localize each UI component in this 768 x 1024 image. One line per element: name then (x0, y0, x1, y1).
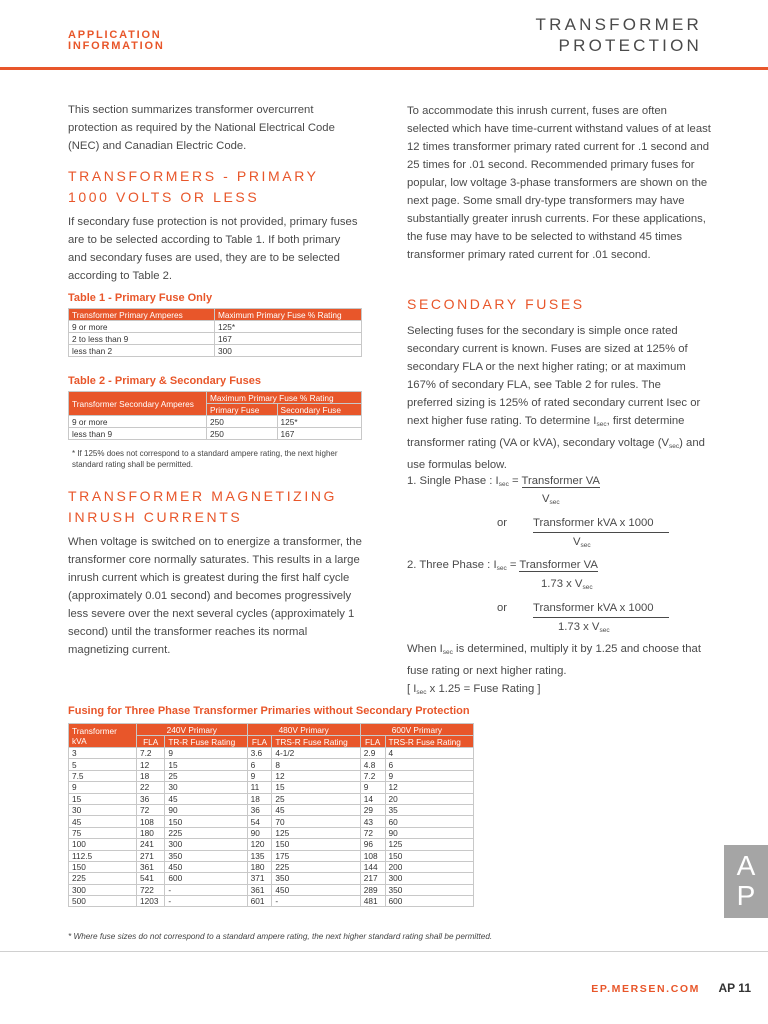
table-row (69, 428, 362, 440)
table-cell: - (165, 896, 247, 907)
primary-heading (68, 166, 319, 208)
page-number: AP 11 (718, 981, 751, 995)
table-cell: 18 (247, 793, 272, 804)
v-symbol: V (573, 536, 581, 548)
table-cell: less than 2 (69, 345, 215, 357)
table-cell: 45 (165, 793, 247, 804)
table-row (69, 759, 474, 770)
table-cell: 350 (385, 884, 473, 895)
table2-header-secondary-fuse: Secondary Fuse (277, 404, 361, 416)
formula-denominator (541, 575, 593, 597)
sub-sec: sec (580, 542, 591, 549)
table-cell: 150 (385, 850, 473, 861)
table1-title: Table 1 - Primary Fuse Only (68, 292, 213, 304)
when-paragraph (407, 640, 707, 702)
table-row (69, 850, 474, 861)
table-cell: 144 (360, 861, 385, 872)
table-cell: 8 (272, 759, 360, 770)
table-cell: 30 (165, 782, 247, 793)
table-row (69, 416, 362, 428)
table-cell: 541 (137, 873, 165, 884)
table2-footnote (72, 448, 338, 470)
table-cell: 96 (360, 839, 385, 850)
sub-sec: sec (416, 689, 427, 696)
table-cell: 25 (272, 793, 360, 804)
table-cell: 45 (272, 804, 360, 815)
sub-sec: sec (549, 499, 560, 506)
table-cell: 5 (69, 759, 137, 770)
table-row (69, 782, 474, 793)
header-transformer-kva: Transformer kVA (69, 724, 137, 748)
table-cell: 9 (385, 770, 473, 781)
table-cell: 300 (215, 345, 362, 357)
table-cell: 217 (360, 873, 385, 884)
magnetizing-heading-line1: TRANSFORMER MAGNETIZING (68, 488, 338, 504)
table-row (69, 839, 474, 850)
header-fuse-rating: TRS-R Fuse Rating (385, 736, 473, 748)
table-cell: less than 9 (69, 428, 207, 440)
table-cell: 500 (69, 896, 137, 907)
table-cell: 167 (277, 428, 361, 440)
table-cell: 6 (385, 759, 473, 770)
page-title (536, 14, 702, 56)
header-fla: FLA (247, 736, 272, 748)
tab-letter-p: P (736, 880, 756, 911)
when-text-a: When I (407, 643, 443, 655)
table-row (69, 804, 474, 815)
table-cell: 9 (165, 748, 247, 759)
table-cell: 350 (272, 873, 360, 884)
table-cell: 125* (215, 321, 362, 333)
table2-header-primary-fuse: Primary Fuse (207, 404, 278, 416)
table-cell: 125 (272, 827, 360, 838)
formula-numerator-kva: Transformer kVA x 1000 (533, 599, 669, 618)
table-cell: 250 (207, 428, 278, 440)
table-cell: 150 (69, 861, 137, 872)
section-label (68, 30, 165, 52)
table-cell: 60 (385, 816, 473, 827)
big-table-title: Fusing for Three Phase Transformer Primaries without Secondary Protection (68, 705, 470, 717)
table-cell: 225 (69, 873, 137, 884)
table-cell: 45 (69, 816, 137, 827)
section-tab (724, 845, 768, 918)
header-fla: FLA (137, 736, 165, 748)
table2-header-secondary-amps: Transformer Secondary Amperes (69, 392, 207, 416)
table-cell: 180 (137, 827, 165, 838)
inrush-paragraph: To accommodate this inrush current, fuses are often selected which have time-current withstand values of at least 12 times transformer primary rated current for .1 second and 25 times for .01 second. Recommended primary fuses for popular, low voltage 3-phase transformers are shown on the next page. Some small dry-type transformers may have substantially greater inrush currents. For these applications, the fuse may have to be selected to withstand 45 times transformer primary rated current for .01 second. (407, 105, 711, 261)
sub-sec: sec (596, 421, 607, 428)
table2-footnote-line2: standard rating shall be permitted. (72, 460, 193, 469)
table-cell: - (165, 884, 247, 895)
formula-numerator: Transformer VA (521, 475, 600, 487)
table-cell: 35 (385, 804, 473, 815)
formula-denominator (573, 533, 591, 555)
table-cell: 90 (247, 827, 272, 838)
sub-sec: sec (669, 443, 680, 450)
header-240v: 240V Primary (137, 724, 248, 736)
magnetizing-heading (68, 486, 337, 528)
table-cell: 18 (137, 770, 165, 781)
table-cell: 175 (272, 850, 360, 861)
table-row (69, 873, 474, 884)
tab-letter-a: A (736, 850, 756, 881)
formula-numerator-kva: Transformer kVA x 1000 (533, 514, 669, 533)
v-symbol: V (542, 493, 550, 505)
table-cell: 2.9 (360, 748, 385, 759)
table-cell: 271 (137, 850, 165, 861)
table-cell: 3.6 (247, 748, 272, 759)
table2-header-group: Maximum Primary Fuse % Rating (207, 392, 362, 404)
table1 (68, 308, 362, 357)
table-cell: 43 (360, 816, 385, 827)
table-cell: 90 (165, 804, 247, 815)
table-cell: 90 (385, 827, 473, 838)
primary-paragraph: If secondary fuse protection is not provided, primary fuses are to be selected according to Table 1. If both primary and secondary fuses are used, they are to be selected according to Table 2. (68, 216, 358, 282)
table-cell: 241 (137, 839, 165, 850)
table-cell: 361 (247, 884, 272, 895)
formula-or: or (497, 602, 508, 614)
header-rule (0, 67, 768, 70)
table-cell: 75 (69, 827, 137, 838)
table-cell: 36 (247, 804, 272, 815)
table-cell: 15 (69, 793, 137, 804)
table-cell: 600 (385, 896, 473, 907)
secondary-text-a: Selecting fuses for the secondary is simple once rated secondary current is known. Fuses are sized at 125% of secondary FLA or the next higher rating; or at maximum 167% of secondary FLA, see Table 2 for rules. The preferred sizing is 125% of rated secondary current Isec or next higher fuse rating. To determine I (407, 325, 701, 427)
table-row (69, 748, 474, 759)
formula-denominator (542, 490, 560, 512)
table-cell: 9 (69, 782, 137, 793)
table-cell: 2 to less than 9 (69, 333, 215, 345)
fusing-table (68, 723, 474, 907)
section-label-line2: INFORMATION (68, 40, 165, 52)
table-row (69, 896, 474, 907)
table-cell: 9 (247, 770, 272, 781)
table-cell: 20 (385, 793, 473, 804)
table-cell: 15 (165, 759, 247, 770)
primary-heading-line1: TRANSFORMERS - PRIMARY (68, 168, 319, 184)
table-cell: 9 (360, 782, 385, 793)
table-cell: 1203 (137, 896, 165, 907)
table-cell: 125 (385, 839, 473, 850)
table-cell: 225 (165, 827, 247, 838)
table-cell: 450 (272, 884, 360, 895)
table-row (69, 793, 474, 804)
table-cell: 112.5 (69, 850, 137, 861)
table-cell: 150 (165, 816, 247, 827)
bracket-text-a: [ I (407, 683, 417, 695)
sub-sec: sec (442, 649, 453, 656)
table-cell: 300 (385, 873, 473, 884)
table-row (69, 345, 362, 357)
table-cell: 9 or more (69, 321, 215, 333)
bracket-text-b: x 1.25 = Fuse Rating ] (426, 683, 541, 695)
table-cell: 371 (247, 873, 272, 884)
table-cell: 22 (137, 782, 165, 793)
table-cell: 108 (360, 850, 385, 861)
table-cell: 300 (165, 839, 247, 850)
table-cell: 450 (165, 861, 247, 872)
table-cell: 14 (360, 793, 385, 804)
table-cell: 15 (272, 782, 360, 793)
formula-label-text: 2. Three Phase : I (407, 559, 497, 571)
table-cell: 125* (277, 416, 361, 428)
table-cell: 481 (360, 896, 385, 907)
page-title-line1: TRANSFORMER (535, 15, 702, 34)
equals-sign: = (506, 559, 520, 571)
table-row (69, 861, 474, 872)
formula-or: or (497, 517, 508, 529)
table-cell: 4.8 (360, 759, 385, 770)
table-cell: 3 (69, 748, 137, 759)
table-cell: 100 (69, 839, 137, 850)
formula-single-phase-label (407, 472, 600, 494)
footer-rule (0, 951, 768, 952)
table-cell: 300 (69, 884, 137, 895)
table-cell: 72 (360, 827, 385, 838)
magnetizing-paragraph: When voltage is switched on to energize a transformer, the transformer core normally saturates. This results in a large inrush current which is greatest during the first half cycle (approximately 0.01 second) and becomes progressively less severe over the next several cycles (approximately 1 second) until the transformer reaches its normal magnetizing current. (68, 536, 362, 656)
table1-header-max-fuse: Maximum Primary Fuse % Rating (215, 309, 362, 321)
table-cell: 12 (137, 759, 165, 770)
header-fla: FLA (360, 736, 385, 748)
table-cell: 4-1/2 (272, 748, 360, 759)
table1-header-primary-amps: Transformer Primary Amperes (69, 309, 215, 321)
header-480v: 480V Primary (247, 724, 360, 736)
table-cell: 54 (247, 816, 272, 827)
table2-title: Table 2 - Primary & Secondary Fuses (68, 375, 261, 387)
table-cell: 180 (247, 861, 272, 872)
table2-footnote-line1: * If 125% does not correspond to a standard ampere rating, the next higher (72, 449, 338, 458)
table-row (69, 770, 474, 781)
sub-sec: sec (498, 481, 509, 488)
formula-denominator (558, 618, 610, 640)
secondary-text-b: , first determine transformer rating (VA or kVA), secondary voltage (V (407, 415, 685, 449)
table-cell: 12 (385, 782, 473, 793)
secondary-text-c: ) and use formulas below. (407, 437, 705, 471)
table-row (69, 321, 362, 333)
table-cell: 9 or more (69, 416, 207, 428)
table-cell: 120 (247, 839, 272, 850)
intro-paragraph: This section summarizes transformer overcurrent protection as required by the National Electrical Code (NEC) and Canadian Electric Code. (68, 104, 335, 152)
table-cell: 6 (247, 759, 272, 770)
table-cell: 72 (137, 804, 165, 815)
table-cell: 11 (247, 782, 272, 793)
denominator-text: 1.73 x V (558, 621, 600, 633)
when-text-b: is determined, multiply it by 1.25 and choose that fuse rating or next higher rating. (407, 643, 701, 677)
table-cell: 135 (247, 850, 272, 861)
table-cell: 250 (207, 416, 278, 428)
table-cell: 12 (272, 770, 360, 781)
sub-sec: sec (582, 584, 593, 591)
table-cell: 70 (272, 816, 360, 827)
table-cell: 225 (272, 861, 360, 872)
big-table-footnote: * Where fuse sizes do not correspond to a standard ampere rating, the next higher standard rating shall be permitted. (68, 932, 493, 941)
table-cell: 167 (215, 333, 362, 345)
table-row (69, 333, 362, 345)
table-cell: 722 (137, 884, 165, 895)
table-cell: 7.2 (360, 770, 385, 781)
magnetizing-heading-line2: INRUSH CURRENTS (68, 509, 243, 525)
table-cell: 289 (360, 884, 385, 895)
secondary-heading: SECONDARY FUSES (407, 296, 585, 312)
table-cell: 600 (165, 873, 247, 884)
denominator-text: 1.73 x V (541, 578, 583, 590)
formula-numerator: Transformer VA (519, 559, 598, 571)
table-cell: 7.5 (69, 770, 137, 781)
section-label-line1: APPLICATION (68, 29, 162, 41)
header-600v: 600V Primary (360, 724, 473, 736)
table-cell: 350 (165, 850, 247, 861)
table-row (69, 827, 474, 838)
primary-heading-line2: 1000 VOLTS OR LESS (68, 189, 260, 205)
table-cell: 150 (272, 839, 360, 850)
secondary-paragraph (407, 322, 709, 474)
table-cell: 4 (385, 748, 473, 759)
footer-url-link[interactable]: EP.MERSEN.COM (591, 983, 700, 995)
table-cell: 200 (385, 861, 473, 872)
table-row (69, 884, 474, 895)
table-cell: 601 (247, 896, 272, 907)
table-cell: 361 (137, 861, 165, 872)
table-cell: - (272, 896, 360, 907)
table-cell: 29 (360, 804, 385, 815)
table-row (69, 816, 474, 827)
table-cell: 25 (165, 770, 247, 781)
table2 (68, 391, 362, 440)
header-fuse-rating: TRS-R Fuse Rating (272, 736, 360, 748)
sub-sec: sec (599, 627, 610, 634)
header-fuse-rating: TR-R Fuse Rating (165, 736, 247, 748)
table-cell: 30 (69, 804, 137, 815)
equals-sign: = (508, 475, 522, 487)
sub-sec: sec (496, 565, 507, 572)
table-cell: 36 (137, 793, 165, 804)
formula-label-text: 1. Single Phase : I (407, 475, 499, 487)
table-cell: 108 (137, 816, 165, 827)
table-cell: 7.2 (137, 748, 165, 759)
page-title-line2: PROTECTION (558, 36, 702, 55)
